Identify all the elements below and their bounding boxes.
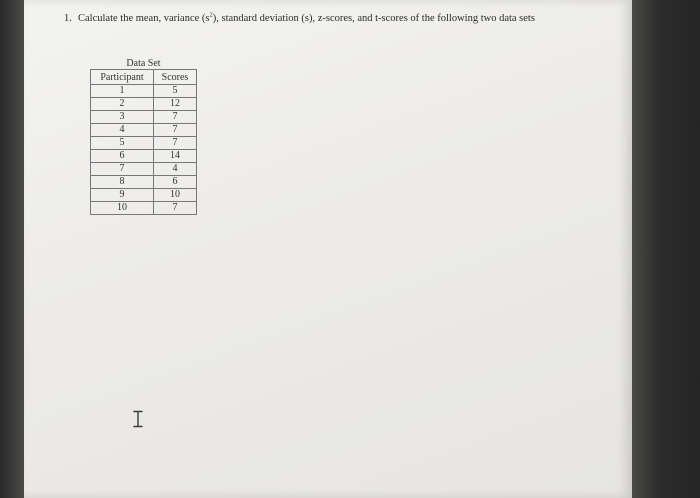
participant-cell: 2 [91, 98, 154, 111]
score-cell: 6 [154, 176, 197, 189]
text-cursor-icon [132, 410, 144, 428]
scores-column-header: Scores [154, 70, 197, 85]
table-row [91, 98, 197, 111]
participant-cell: 8 [91, 176, 154, 189]
table-title: Data Set [126, 57, 161, 69]
table-row [91, 176, 197, 189]
right-screen-edge [632, 0, 700, 498]
table-row [91, 163, 197, 176]
participant-cell: 1 [91, 85, 154, 98]
participant-cell: 6 [91, 150, 154, 163]
score-cell: 10 [154, 189, 197, 202]
score-cell: 7 [154, 124, 197, 137]
participant-column-header: Participant [91, 70, 154, 85]
table-row [91, 111, 197, 124]
document-page [24, 0, 632, 498]
participant-cell: 3 [91, 111, 154, 124]
data-set-table [90, 57, 197, 215]
variance-superscript: 2 [209, 11, 213, 19]
table-row [91, 202, 197, 215]
question-text-part-2: ), standard deviation (s), z-scores, and t-scores of the following two data sets [212, 13, 535, 24]
question-text-part-1: Calculate the mean, variance (s [78, 13, 210, 24]
left-screen-edge [0, 0, 24, 498]
table-row [91, 189, 197, 202]
participant-cell: 4 [91, 124, 154, 137]
table-row [91, 150, 197, 163]
question-text [64, 11, 618, 26]
participant-cell: 5 [91, 137, 154, 150]
score-cell: 7 [154, 137, 197, 150]
score-cell: 14 [154, 150, 197, 163]
participant-cell: 9 [91, 189, 154, 202]
participant-cell: 7 [91, 163, 154, 176]
table-row [91, 85, 197, 98]
score-cell: 7 [154, 111, 197, 124]
score-cell: 7 [154, 202, 197, 215]
participant-cell: 10 [91, 202, 154, 215]
score-cell: 4 [154, 163, 197, 176]
table-row [91, 124, 197, 137]
score-cell: 12 [154, 98, 197, 111]
question-number: 1. [64, 13, 72, 24]
score-cell: 5 [154, 85, 197, 98]
table-row [91, 137, 197, 150]
